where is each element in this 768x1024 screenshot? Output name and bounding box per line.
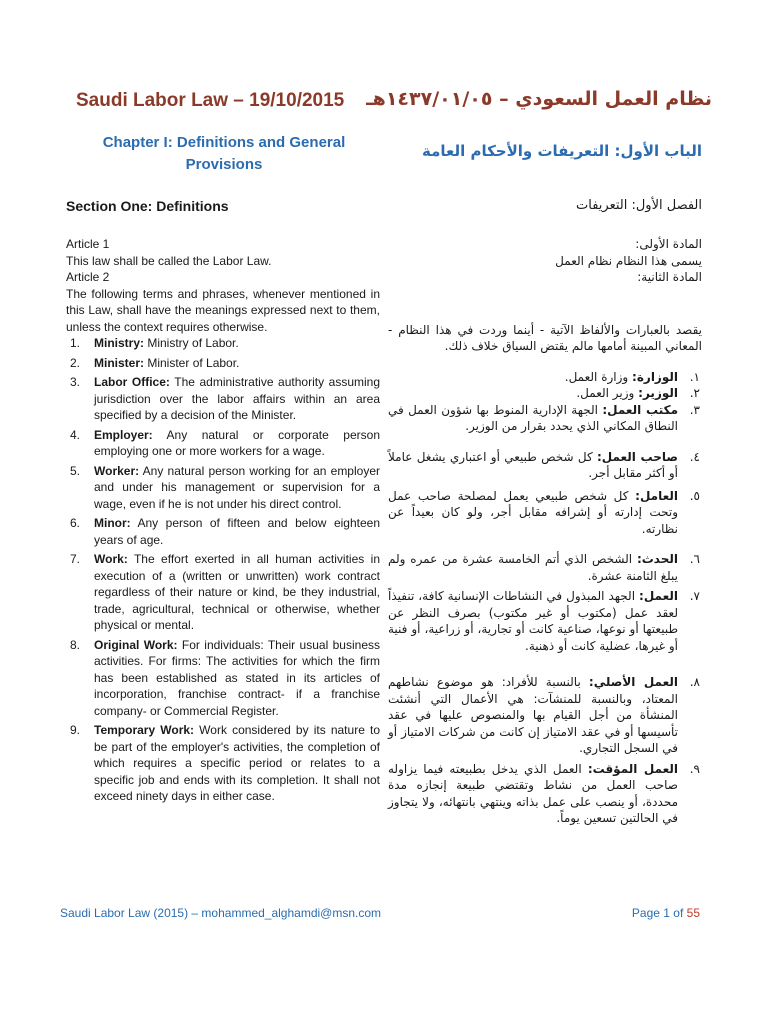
article-2-text-arabic: يقصد بالعبارات والألفاظ الآتية - أينما وردت في هذا النظام - المعاني المبينة أمامها مالم يقتض السياق خلاف ذلك. [388, 322, 702, 353]
definition-item: 2. Minister: Minister of Labor. [70, 355, 240, 370]
definition-item: 7. Work: The effort exerted in all human activities in execution of a (written or unwritten) work contract regardless of their nature or kind, be they industrial, trade, agricultural, technical or otherwise, whether physical or mental. [70, 552, 380, 632]
footer-author: Saudi Labor Law (2015) – mohammed_alghamdi@msn.com [60, 906, 382, 920]
definition-item: 1. Ministry: Ministry of Labor. [70, 336, 239, 350]
article-1-text-arabic: يسمى هذا النظام نظام العمل [555, 253, 702, 268]
section-heading-english: Section One: Definitions [66, 198, 229, 214]
chapter-heading-arabic: الباب الأول: التعريفات والأحكام العامة [421, 142, 702, 160]
definition-item-arabic: ٦. الحدث: الشخص الذي أتم الخامسة عشرة من عمره ولم يبلغ الثامنة عشرة. [388, 552, 700, 583]
definition-item-arabic: ٨. العمل الأصلي: بالنسبة للأفراد: هو موضوع نشاطهم المعتاد، وبالنسبة للمنشآت: هي الأعمال التي أنشئت المنشأة من أجل القيام بها والمنصوص عليها في عقد تأسيسها أو في عقد الامتياز إن كانت من شركات الامتياز أو في السجل التجاري. [388, 675, 700, 755]
title-english: Saudi Labor Law – 19/10/2015 [76, 90, 345, 111]
article-2-heading: Article 2 [66, 270, 110, 284]
english-column [66, 236, 380, 808]
article-2-heading-arabic: المادة الثانية: [637, 270, 702, 284]
article-1-heading-arabic: المادة الأولى: [635, 237, 702, 251]
definitions-list-english [66, 335, 380, 805]
title-arabic: نظام العمل السعودي – ١٤٣٧/٠١/٠٥هـ [366, 88, 712, 110]
definition-item-arabic: ٧. العمل: الجهد المبذول في النشاطات الإنسانية كافة، تنفيذاً لعقد عمل (مكتوب أو غير مكتوب) بصرف النظر عن طبيعتها أو نوعها، صناعية كانت أو تجارية، أو زراعية، أو فنية أو غيرها، عضلية كانت أو ذهنية. [388, 589, 700, 653]
definition-item-arabic: ٥. العامل: كل شخص طبيعي يعمل لمصلحة صاحب عمل وتحت إدارته أو إشرافه مقابل أجر، ولو كان بعيداً عن نظارته. [388, 488, 700, 536]
definition-item-arabic: ٣. مكتب العمل: الجهة الإدارية المنوط بها شؤون العمل في النطاق المكاني الذي يحدد بقرار من الوزير. [388, 402, 700, 433]
article-2-text: The following terms and phrases, whenever mentioned in this Law, shall have the meanings expressed next to them, unless the context requires otherwise. [66, 286, 380, 334]
definition-item-arabic: ٤. صاحب العمل: كل شخص طبيعي أو اعتباري يشغل عاملاً أو أكثر مقابل أجر. [388, 449, 700, 480]
definitions-list-arabic [388, 369, 702, 827]
article-1-text: This law shall be called the Labor Law. [66, 253, 272, 268]
definition-item: 9. Temporary Work: Work considered by its nature to be part of the employer's activities, the completion of which requires a specific period or relates to a specific job and ends with its completion. It shall not exceed ninety days in either case. [70, 723, 380, 803]
section-heading-arabic: الفصل الأول: التعريفات [576, 198, 702, 213]
definition-item: 3. Labor Office: The administrative authority assuming jurisdiction over the labor affairs within an area specified by a decision of the Minister. [70, 375, 381, 422]
definition-item-arabic: ٩. العمل المؤقت: العمل الذي يدخل بطبيعته فيما يزاوله صاحب العمل من نشاط وتقتضي طبيعة إنجازه مدة محددة، أو ينصب على عمل بذاته وينتهي بانتهائه، ولا يتجاوز في الحالتين تسعين يوماً. [388, 761, 700, 825]
arabic-column [388, 236, 702, 827]
article-1-heading: Article 1 [66, 237, 110, 251]
definition-item: 5. Worker: Any natural person working for an employer and under his management or supervision for a wage, even if he is not under his direct control. [70, 463, 380, 511]
definition-item-arabic: ١. الوزارة: وزارة العمل. [564, 369, 700, 384]
chapter-heading-english: Chapter I: Definitions and General Provisions [102, 134, 346, 173]
definition-item-arabic: ٢. الوزير: وزير العمل. [576, 386, 700, 400]
definition-item: 6. Minor: Any person of fifteen and below eighteen years of age. [70, 516, 380, 547]
definition-item: 4. Employer: Any natural or corporate person employing one or more workers for a wage. [70, 427, 380, 458]
definition-item: 8. Original Work: For individuals: Their usual business activities. For firms: The activities for which the firm has been established as stated in its articles of incorporation, franchise contract- if a franchise company- or Commercial Register. [70, 637, 380, 718]
page-number: Page 1 of 55 [631, 906, 700, 920]
